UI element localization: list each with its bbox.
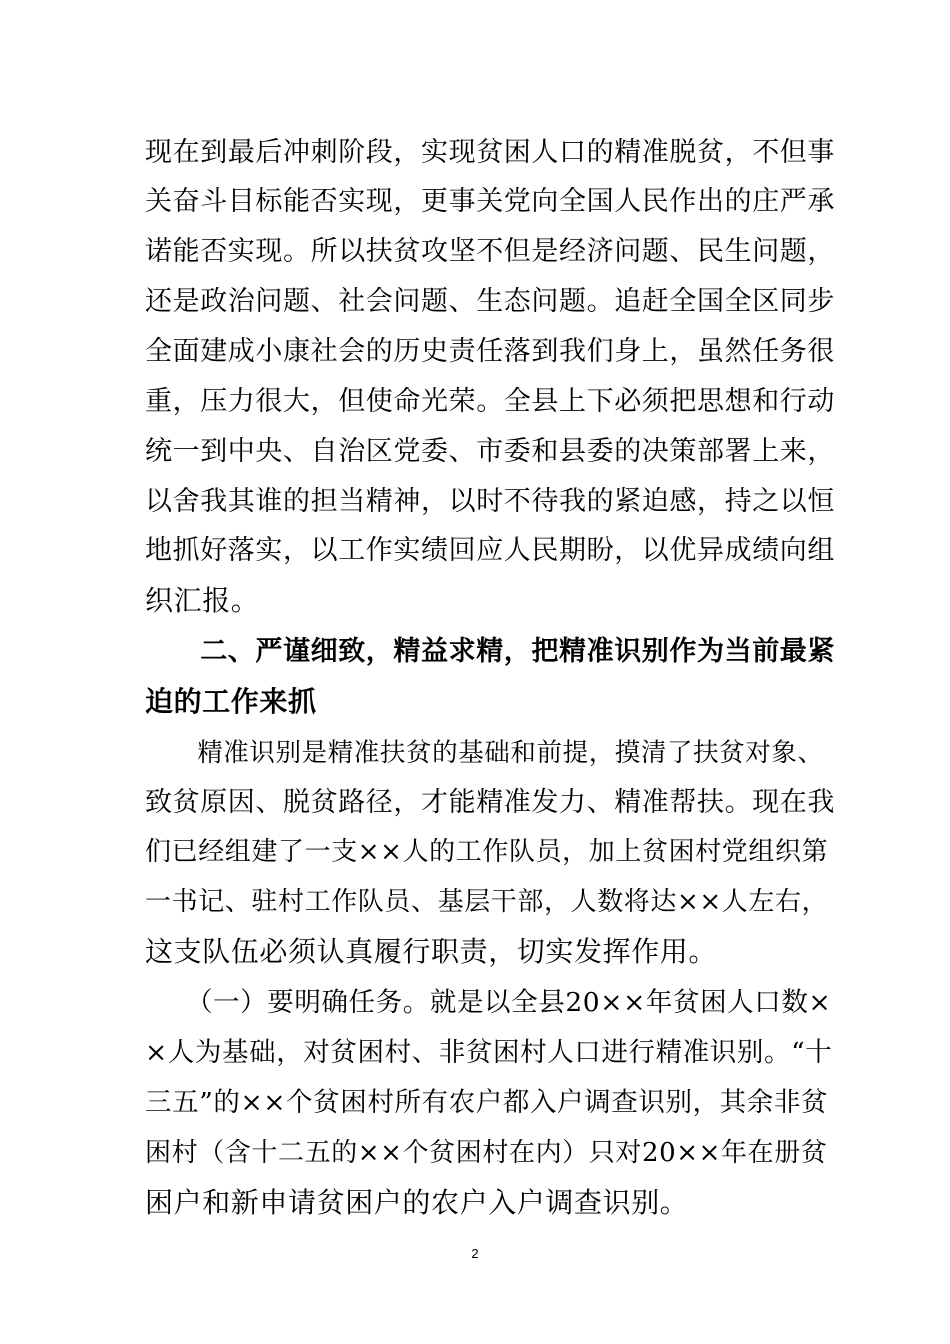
text-line: 还是政治问题、社会问题、生态问题。追赶全国全区同步 (145, 286, 835, 317)
text-line: 困村（含十二五的××个贫困村在内）只对20××年在册贫 (145, 1138, 828, 1168)
text-line: 以舍我其谁的担当精神，以时不待我的紧迫感，持之以恒 (145, 486, 835, 517)
text-line: 诺能否实现。所以扶贫攻坚不但是经济问题、民生问题， (145, 236, 835, 267)
text-line: （一）要明确任务。就是以全县20××年贫困人口数× (145, 987, 832, 1018)
text-line: 织汇报。 (145, 584, 260, 617)
text-line: 们已经组建了一支××人的工作队员，加上贫困村党组织第 (145, 837, 829, 867)
text-line: 关奋斗目标能否实现，更事关党向全国人民作出的庄严承 (145, 186, 835, 217)
text-line: 重，压力很大，但使命光荣。全县上下必须把思想和行动 (145, 386, 835, 417)
text-line: 全面建成小康社会的历史责任落到我们身上，虽然任务很 (145, 336, 835, 367)
text-line: 三五”的××个贫困村所有农户都入户调查识别，其余非贫 (145, 1087, 829, 1118)
text-line: 地抓好落实，以工作实绩回应人民期盼，以优异成绩向组 (145, 535, 835, 566)
text-line: 致贫原因、脱贫路径，才能精准发力、精准帮扶。现在我 (145, 787, 835, 818)
page-number: 2 (471, 1246, 479, 1261)
text-line: 这支队伍必须认真履行职责，切实发挥作用。 (145, 935, 718, 968)
text-line: ×人为基础，对贫困村、非贫困村人口进行精准识别。“十 (145, 1037, 833, 1068)
section-heading-line: 迫的工作来抓 (145, 685, 317, 718)
text-line: 现在到最后冲刺阶段，实现贫困人口的精准脱贫，不但事 (145, 137, 835, 168)
text-line: 困户和新申请贫困户的农户入户调查识别。 (145, 1186, 689, 1219)
section-heading-line: 二、严谨细致，精益求精，把精准识别作为当前最紧 (145, 636, 835, 667)
text-line: 一书记、驻村工作队员、基层干部，人数将达××人左右， (145, 887, 829, 917)
text-line: 精准识别是精准扶贫的基础和前提，摸清了扶贫对象、 (145, 738, 824, 768)
text-line: 统一到中央、自治区党委、市委和县委的决策部署上来， (145, 436, 835, 467)
